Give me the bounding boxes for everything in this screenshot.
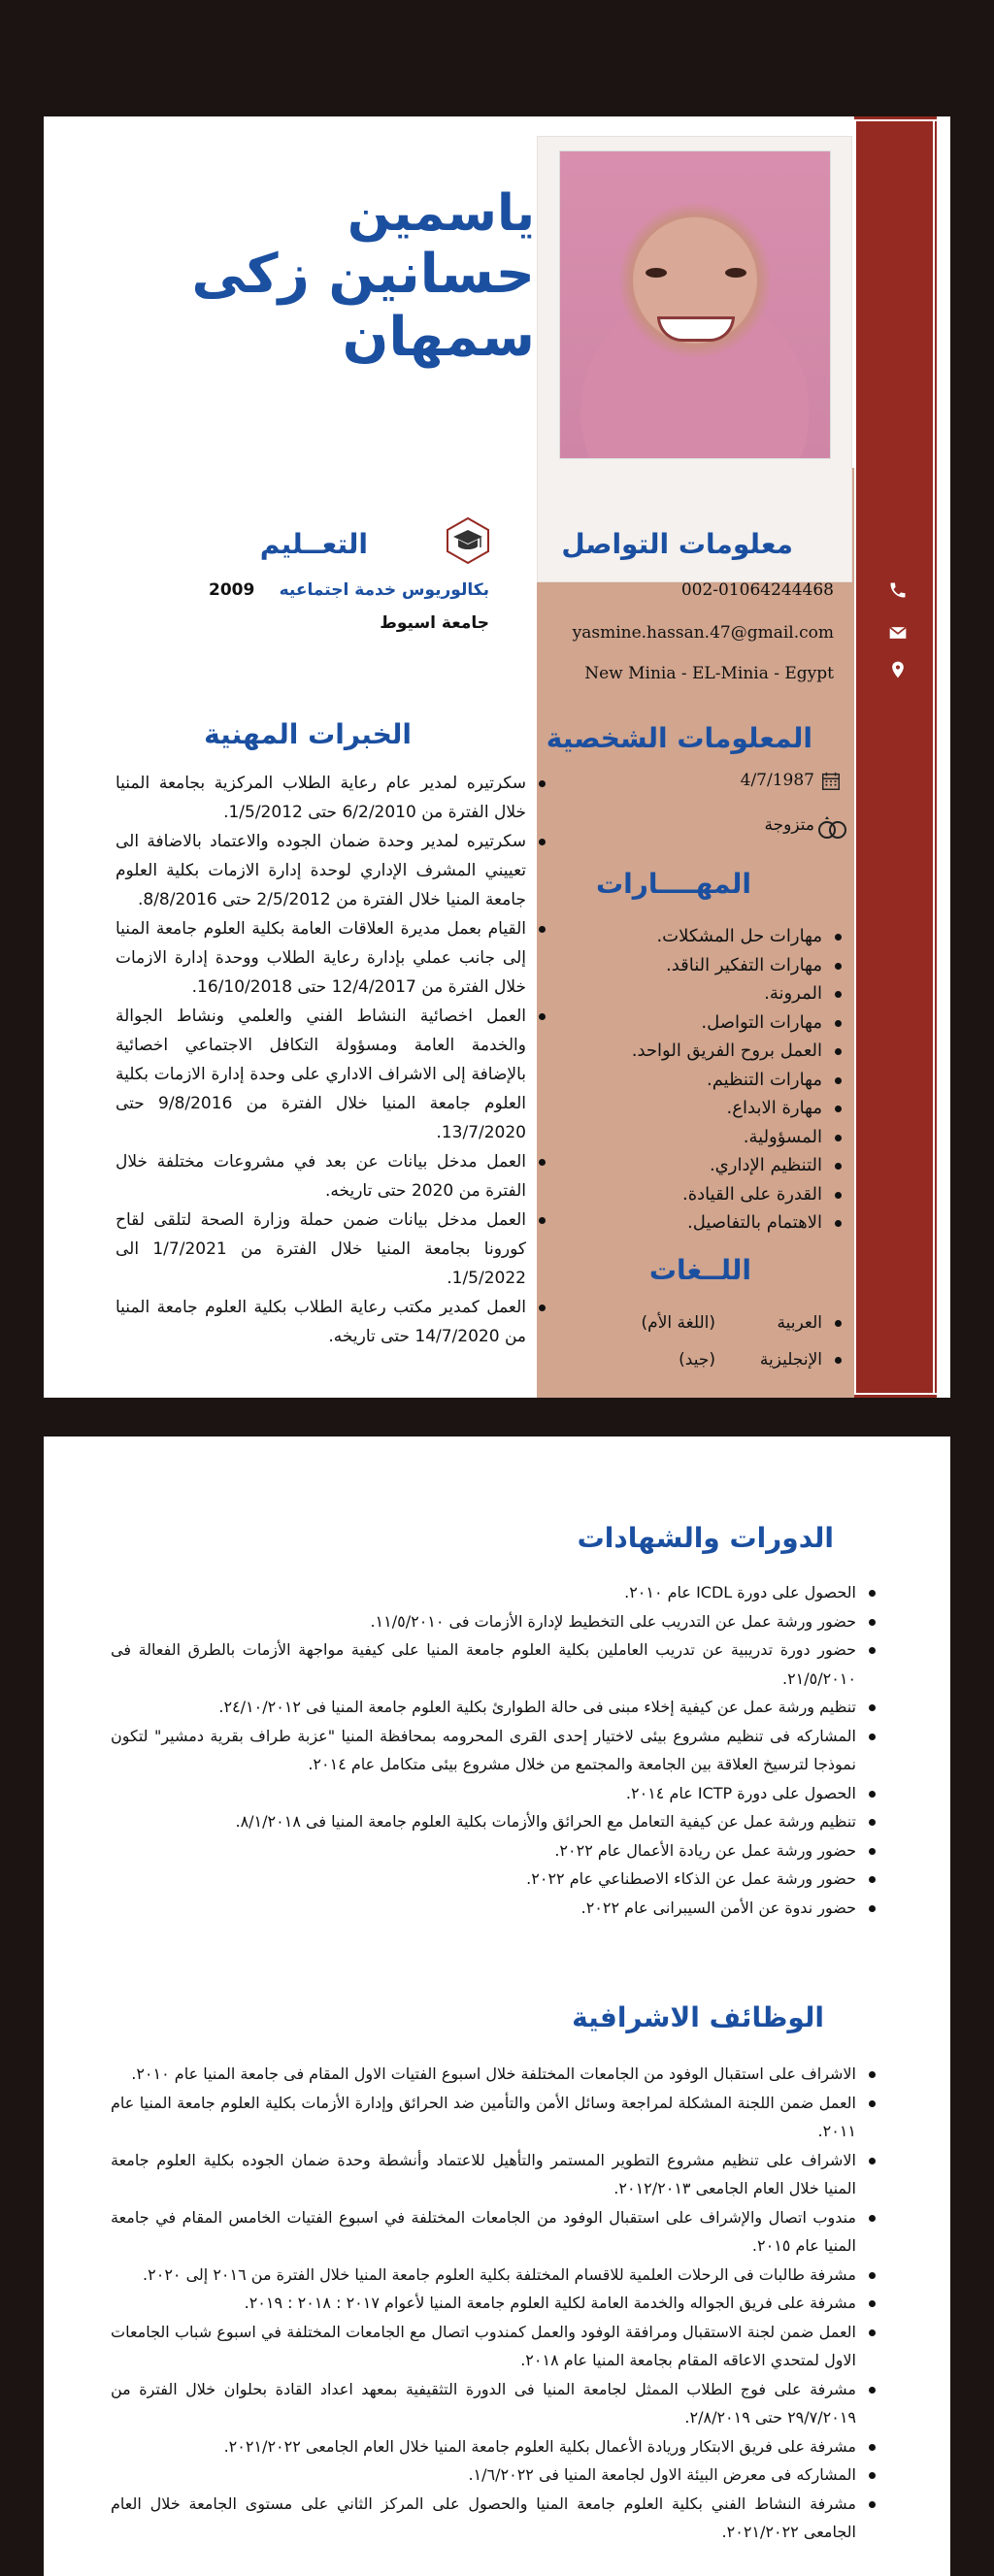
- language-level: (اللغة الأم): [641, 1313, 715, 1333]
- location-pin-icon: [888, 660, 908, 679]
- experience-title: الخبرات المهنية: [204, 718, 412, 750]
- language-level: (جيد): [679, 1350, 715, 1370]
- address: New Minia - EL-Minia - Egypt: [584, 664, 834, 683]
- course-item: حضور ندوة عن الأمن السيبرانى عام ٢٠٢٢.: [111, 1894, 878, 1923]
- experience-item: سكرتيره لمدير عام رعاية الطلاب المركزية بجامعة المنيا خلال الفترة من 6/2/2010 حتى 1/5/2012.: [116, 769, 547, 827]
- personal-info-title: المعلومات الشخصية: [546, 722, 812, 754]
- course-item: الحصول على دورة ICTP عام ٢٠١٤.: [111, 1779, 878, 1808]
- supervisory-item: مشرفة على فريق الجواله والخدمة العامة لكلية العلوم جامعة المنيا لأعوام ٢٠١٧ : ٢٠١٨ : ٢٠١٩.: [111, 2289, 878, 2318]
- experience-list: [116, 769, 547, 1351]
- skill-item: التنظيم الإداري.: [552, 1151, 844, 1180]
- supervisory-item: مشرفة طالبات فى الرحلات العلمية للاقسام المختلفة بكلية العلوم جامعة المنيا خلال الفترة من ٢٠١٦ إلى ٢٠٢٠.: [111, 2261, 878, 2290]
- skill-item: المسؤولية.: [552, 1123, 844, 1152]
- supervisory-item: الاشراف على استقبال الوفود من الجامعات المختلفة خلال اسبوع الفتيات الاول المقام فى جامعة المنيا عام ٢٠١٠.: [111, 2060, 878, 2089]
- course-item: المشاركه فى تنظيم مشروع بيئى لاختيار إحدى القرى المحرومه بمحافظة المنيا "عزبة طراف بقرية دمشير" لتكون نموذجا لترسيخ العلاقة بين الجامعة والمجتمع من خلال مشروع بيئى متكامل عام ٢٠١٤.: [111, 1722, 878, 1779]
- supervisory-item: الاشراف على تنظيم مشروع التطوير المستمر والتأهيل للاعتماد وأنشطة وحدة ضمان الجوده بكلية العلوم جامعة المنيا خلال العام الجامعى ٢٠١٢/٢٠١٣.: [111, 2146, 878, 2203]
- wedding-rings-icon: [816, 815, 849, 841]
- supervisory-item: العمل ضمن لجنة الاستقبال ومرافقة الوفود والعمل كمندوب اتصال مع الجامعات المختلفة في اسبوع شباب الجامعات الاول لمتحدي الاعاقه المقام بجامعة المنيا عام ٢٠١٨.: [111, 2318, 878, 2375]
- courses-title: الدورات والشهادات: [577, 1522, 834, 1554]
- graduation-year: 2009: [209, 580, 255, 600]
- language-item: [630, 1308, 844, 1338]
- skill-item: مهارات التفكير الناقد.: [552, 951, 844, 980]
- cv-page-2: [44, 1437, 950, 2576]
- email-address[interactable]: yasmine.hassan.47@gmail.com: [572, 623, 834, 643]
- supervisory-item: مشرفة النشاط الفني بكلية العلوم جامعة المنيا والحصول على المركز الثاني على مستوى الجامعة خلال العام الجامعى ٢٠٢١/٢٠٢٢.: [111, 2490, 878, 2547]
- name-rest: حسانين زكى سمهان: [191, 243, 535, 369]
- skill-item: المرونة.: [552, 979, 844, 1008]
- language-name: العربية: [777, 1313, 822, 1333]
- language-row: [630, 1308, 844, 1338]
- skill-item: مهارة الابداع.: [552, 1094, 844, 1123]
- cv-page-1: [44, 116, 950, 1398]
- portrait-smile: [657, 316, 735, 342]
- skill-item: مهارات حل المشكلات.: [552, 922, 844, 951]
- language-item: [630, 1345, 844, 1374]
- sidebar-red-bar: [854, 116, 937, 1398]
- frame-line: [933, 119, 935, 1395]
- profile-photo: [537, 136, 852, 582]
- supervisory-item: مشرفة على فريق الابتكار وريادة الأعمال بكلية العلوم جامعة المنيا خلال العام الجامعى ٢٠٢١/٢٠٢٢.: [111, 2432, 878, 2461]
- frame-line: [854, 119, 937, 121]
- course-item: حضور ورشة عمل عن التدريب على التخطيط لإدارة الأزمات فى ١١/٥/٢٠١٠.: [111, 1607, 878, 1636]
- experience-item: العمل مدخل بيانات ضمن حملة وزارة الصحة لتلقى لقاح كورونا بجامعة المنيا خلال الفترة من 1/7/2021 الى 1/5/2022.: [116, 1205, 547, 1293]
- skill-item: الاهتمام بالتفاصيل.: [552, 1208, 844, 1238]
- course-item: حضور ورشة عمل عن ريادة الأعمال عام ٢٠٢٢.: [111, 1836, 878, 1866]
- university: جامعة اسيوط: [380, 613, 489, 633]
- language-row: [630, 1345, 844, 1374]
- name-first: ياسمين: [347, 184, 535, 243]
- supervisory-title: الوظائف الاشرافية: [572, 2001, 824, 2033]
- experience-item: سكرتيره لمدير وحدة ضمان الجوده والاعتماد بالاضافة الى تعييني المشرف الإداري لوحدة إدارة الازمات بكلية العلوم جامعة المنيا خلال الفترة من 2/5/2012 حتى 8/8/2016.: [116, 827, 547, 914]
- birthdate: 4/7/1987: [740, 771, 814, 790]
- experience-item: العمل كمدير مكتب رعاية الطلاب بكلية العلوم جامعة المنيا من 14/7/2020 حتى تاريخه.: [116, 1293, 547, 1351]
- frame-line: [854, 1393, 937, 1395]
- frame-line: [854, 119, 856, 1395]
- skills-list: [552, 922, 844, 1238]
- course-item: حضور دورة تدريبية عن تدريب العاملين بكلية العلوم جامعة المنيا على كيفية مواجهة الأزمات بالطرق الفعالة فى ٢١/٥/٢٠١٠.: [111, 1635, 878, 1693]
- phone-icon: [888, 580, 908, 600]
- skills-title: المهــــارات: [595, 868, 751, 900]
- courses-list: [111, 1578, 878, 1922]
- course-item: تنظيم ورشة عمل عن كيفية التعامل مع الحرائق والأزمات بكلية العلوم جامعة المنيا فى ٨/١/٢٠١٨.: [111, 1807, 878, 1836]
- calendar-icon: [820, 771, 842, 792]
- contact-title: معلومات التواصل: [561, 528, 793, 560]
- experience-item: القيام بعمل مديرة العلاقات العامة بكلية العلوم جامعة المنيا إلى جانب عملي بإدارة رعاية الطلاب ووحدة إدارة الازمات خلال الفترة من 12/4/2017 حتى 16/10/2018.: [116, 914, 547, 1002]
- marital-status: متزوجة: [764, 815, 814, 835]
- languages-title: اللــغات: [648, 1254, 751, 1286]
- skill-item: العمل بروح الفريق الواحد.: [552, 1037, 844, 1066]
- degree: بكالوريوس خدمة اجتماعيه: [279, 580, 489, 600]
- mail-icon: [888, 623, 908, 643]
- experience-item: العمل مدخل بيانات عن بعد في مشروعات مختلفة خلال الفترة من 2020 حتى تاريخه.: [116, 1147, 547, 1205]
- course-item: تنظيم ورشة عمل عن كيفية إخلاء مبنى فى حالة الطوارئ بكلية العلوم جامعة المنيا فى ٢٤/١٠/٢٠١٢.: [111, 1693, 878, 1722]
- language-name: الإنجليزية: [759, 1350, 822, 1370]
- portrait-eye: [725, 268, 746, 278]
- portrait-eye: [646, 268, 667, 278]
- skill-item: مهارات التنظيم.: [552, 1066, 844, 1095]
- supervisory-item: المشاركه فى معرض البيئة الاول لجامعة المنيا فى ١/٦/٢٠٢٢.: [111, 2460, 878, 2490]
- supervisory-list: [111, 2060, 878, 2547]
- phone-number[interactable]: 002-01064244468: [680, 580, 834, 600]
- course-item: الحصول على دورة ICDL عام ٢٠١٠.: [111, 1578, 878, 1607]
- supervisory-item: مشرفة على فوج الطلاب الممثل لجامعة المنيا فى الدورة التثقيفية بمعهد اعداد القادة بحلوان خلال الفترة من ٢٩/٧/٢٠١٩ حتى ٢/٨/٢٠١٩.: [111, 2375, 878, 2432]
- course-item: حضور ورشة عمل عن الذكاء الاصطناعي عام ٢٠٢٢.: [111, 1865, 878, 1894]
- supervisory-item: مندوب اتصال والإشراف على استقبال الوفود من الجامعات المختلفة في اسبوع الفتيات الخامس المقام في جامعة المنيا عام ٢٠١٥.: [111, 2203, 878, 2261]
- supervisory-item: العمل ضمن اللجنة المشكلة لمراجعة وسائل الأمن والتأمين ضد الحرائق وإدارة الأزمات بكلية العلوم جامعة المنيا عام ٢٠١١.: [111, 2089, 878, 2146]
- education-title: التعــليم: [259, 528, 368, 560]
- experience-item: العمل اخصائية النشاط الفني والعلمي ونشاط الجوالة والخدمة العامة ومسؤولة التكافل الاجتماعي اخصائية بالإضافة إلى الاشراف الاداري على وحدة إدارة الازمات بكلية العلوم جامعة المنيا خلال الفترة من 9/8/2016 حتى 13/7/2020.: [116, 1002, 547, 1147]
- skill-item: القدرة على القيادة.: [552, 1180, 844, 1209]
- portrait-image: [559, 150, 831, 459]
- graduation-cap-icon: [444, 516, 492, 565]
- skill-item: مهارات التواصل.: [552, 1008, 844, 1038]
